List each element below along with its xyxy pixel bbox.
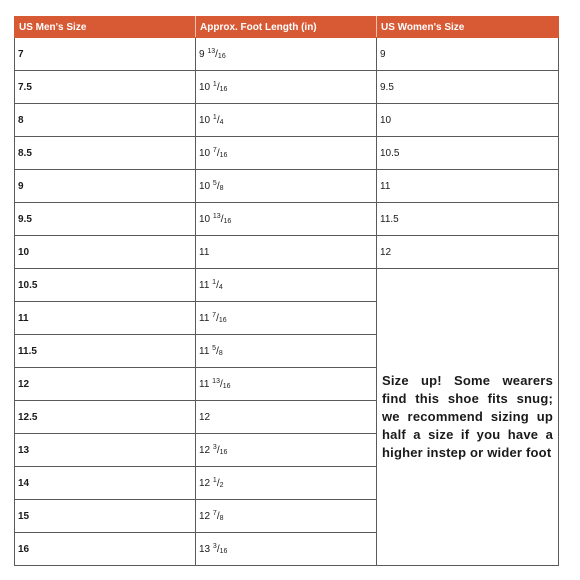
table-row [15, 269, 559, 302]
length-whole: 10 [199, 180, 211, 192]
mens-size-cell: 9.5 [15, 203, 196, 236]
length-whole: 10 [199, 147, 211, 159]
length-numerator: 13 [212, 377, 220, 385]
table-row [15, 71, 559, 104]
womens-size-cell: 9.5 [377, 71, 559, 104]
mens-size-cell: 13 [15, 434, 196, 467]
foot-length-value: 13 $^3/_{16}$ [199, 542, 228, 555]
length-denominator: 16 [222, 382, 231, 390]
table-row [15, 104, 559, 137]
foot-length-cell [196, 269, 377, 302]
table-row [15, 236, 559, 269]
length-whole: 12 [199, 444, 211, 456]
foot-length-value: 10 $^7/_{16}$ [199, 146, 228, 159]
length-denominator: 16 [219, 85, 228, 93]
length-whole: 9 [199, 48, 205, 60]
length-whole: 11 [199, 246, 210, 258]
length-whole: 12 [199, 510, 211, 522]
foot-length-cell [196, 104, 377, 137]
length-numerator: 3 [212, 542, 217, 550]
foot-length-value: 12 $^3/_{16}$ [199, 443, 228, 456]
length-denominator: 16 [219, 547, 228, 555]
womens-size-cell: 10 [377, 104, 559, 137]
length-numerator: 1 [212, 476, 217, 484]
table-row [15, 38, 559, 71]
mens-size-cell: 8 [15, 104, 196, 137]
sizing-note: Size up! Some wearers find this shoe fits snug; we recommend sizing up half a size if you have a higher instep or wider foot [377, 269, 559, 566]
length-denominator: 4 [219, 118, 224, 126]
length-denominator: 4 [218, 283, 223, 291]
womens-size-cell: 10.5 [377, 137, 559, 170]
length-numerator: 13 [207, 47, 216, 55]
size-chart-table [14, 16, 559, 566]
womens-size-cell: 11.5 [377, 203, 559, 236]
foot-length-value: 9 $^{13}/_{16}$ [199, 47, 226, 60]
length-whole: 11 [199, 378, 210, 390]
length-whole: 10 [199, 81, 211, 93]
mens-size-cell: 16 [15, 533, 196, 566]
foot-length-cell [196, 335, 377, 368]
mens-size-cell: 15 [15, 500, 196, 533]
header-womens-size: US Women's Size [377, 17, 559, 38]
length-denominator: 2 [219, 481, 224, 489]
foot-length-value [199, 412, 210, 423]
length-denominator: 16 [219, 448, 228, 456]
foot-length-value: 10 $^1/_{16}$ [199, 80, 228, 93]
table-row [15, 203, 559, 236]
womens-size-cell: 11 [377, 170, 559, 203]
foot-length-cell [196, 302, 377, 335]
table-row [15, 170, 559, 203]
mens-size-cell: 7.5 [15, 71, 196, 104]
length-numerator: 5 [212, 344, 217, 352]
foot-length-cell [196, 533, 377, 566]
length-denominator: 8 [219, 514, 224, 522]
mens-size-cell: 9 [15, 170, 196, 203]
header-row [15, 17, 559, 38]
foot-length-value: 11 $^1/_4$ [199, 278, 223, 291]
length-denominator: 8 [219, 184, 224, 192]
foot-length-value: 12 $^7/_8$ [199, 509, 224, 522]
mens-size-cell: 10.5 [15, 269, 196, 302]
length-whole: 11 [199, 312, 210, 324]
size-chart [14, 16, 559, 566]
foot-length-value: 11 $^7/_{16}$ [199, 311, 227, 324]
mens-size-cell: 14 [15, 467, 196, 500]
length-numerator: 1 [212, 80, 217, 88]
mens-size-cell: 12 [15, 368, 196, 401]
foot-length-value: 11 $^5/_8$ [199, 344, 223, 357]
foot-length-cell [196, 203, 377, 236]
length-numerator: 7 [212, 146, 217, 154]
foot-length-cell [196, 170, 377, 203]
foot-length-value: 11 $^{13}/_{16}$ [199, 377, 231, 390]
foot-length-cell [196, 71, 377, 104]
mens-size-cell: 12.5 [15, 401, 196, 434]
mens-size-cell: 10 [15, 236, 196, 269]
length-whole: 13 [199, 543, 211, 555]
length-whole: 12 [199, 411, 211, 423]
length-numerator: 7 [212, 311, 217, 319]
length-denominator: 16 [223, 217, 232, 225]
foot-length-value [199, 247, 209, 258]
length-numerator: 13 [212, 212, 221, 220]
foot-length-value: 12 $^1/_2$ [199, 476, 224, 489]
mens-size-cell: 7 [15, 38, 196, 71]
header-mens-size: US Men's Size [15, 17, 196, 38]
foot-length-cell [196, 467, 377, 500]
length-whole: 10 [199, 213, 211, 225]
length-denominator: 8 [218, 349, 223, 357]
length-numerator: 1 [212, 278, 217, 286]
length-denominator: 16 [217, 52, 226, 60]
foot-length-value: 10 $^1/_4$ [199, 113, 224, 126]
foot-length-value: 10 $^5/_8$ [199, 179, 224, 192]
length-numerator: 7 [212, 509, 217, 517]
mens-size-cell: 11.5 [15, 335, 196, 368]
foot-length-cell [196, 38, 377, 71]
length-whole: 11 [199, 345, 210, 357]
foot-length-cell [196, 401, 377, 434]
foot-length-cell [196, 368, 377, 401]
womens-size-cell: 9 [377, 38, 559, 71]
header-foot-length: Approx. Foot Length (in) [196, 17, 377, 38]
length-denominator: 16 [219, 151, 228, 159]
length-numerator: 3 [212, 443, 217, 451]
womens-size-cell: 12 [377, 236, 559, 269]
mens-size-cell: 11 [15, 302, 196, 335]
mens-size-cell: 8.5 [15, 137, 196, 170]
table-row [15, 137, 559, 170]
foot-length-value: 10 $^{13}/_{16}$ [199, 212, 232, 225]
length-whole: 10 [199, 114, 211, 126]
length-numerator: 5 [212, 179, 217, 187]
length-whole: 12 [199, 477, 211, 489]
size-rows [15, 38, 559, 566]
foot-length-cell [196, 137, 377, 170]
foot-length-cell [196, 236, 377, 269]
length-numerator: 1 [212, 113, 217, 121]
length-whole: 11 [199, 279, 210, 291]
length-denominator: 16 [218, 316, 227, 324]
foot-length-cell [196, 500, 377, 533]
foot-length-cell [196, 434, 377, 467]
